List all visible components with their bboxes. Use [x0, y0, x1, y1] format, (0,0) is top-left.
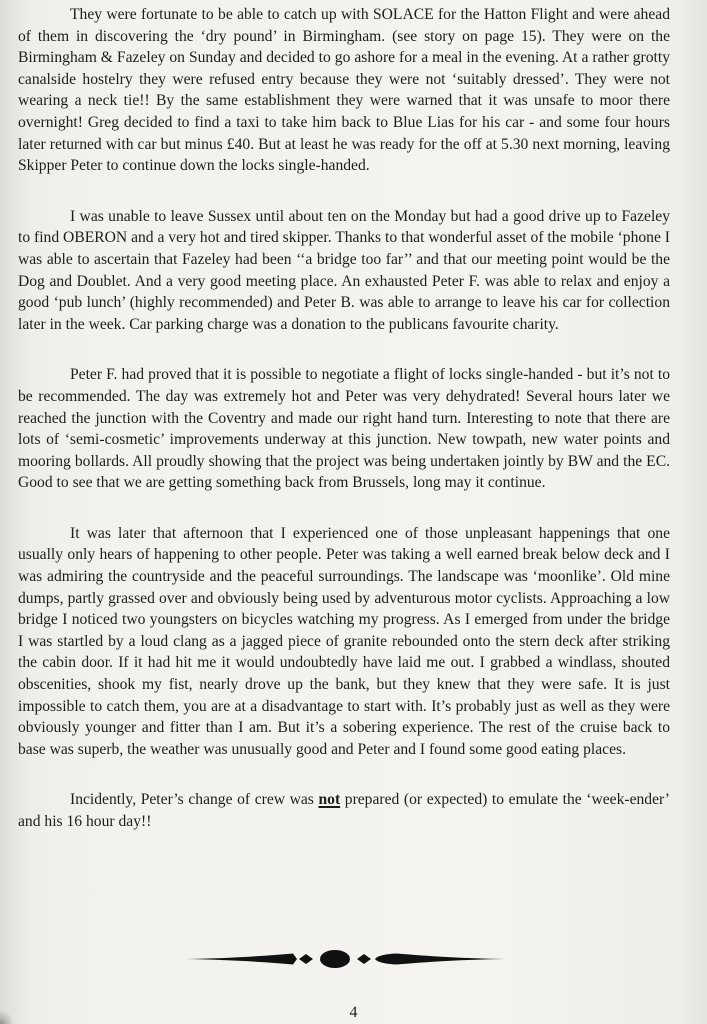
paragraph-sussex-fazeley: I was unable to leave Sussex until about ten on the Monday but had a good drive up to Fazeley to find OBERON and a very hot and tired skipper. Thanks to that wonderful asset of the mobile ‘phone I was able to ascertain that Fazeley had been ‘‘a bridge too far’’ and that our meeting point would be the Dog and Doublet. And a very good meeting place. An exhausted Peter F. was able to relax and enjoy a good ‘pub lunch’ (highly recommended) and Peter B. was able to arrange to leave his car for collection later in the week. Car parking charge was a donation to the publicans favourite charity.	[18, 207, 670, 333]
divider-right-taper	[375, 954, 505, 965]
emphasis-not: not	[318, 791, 341, 809]
paragraph-change-of-crew	[18, 789, 670, 832]
paragraph-solace-hatton: They were fortunate to be able to catch up with SOLACE for the Hatton Flight and were ahead of them in discovering the ‘dry pound’ in Birmingham. (see story on page 15). They were on the Birmingham & Fazeley on Sunday and decided to go ashore for a meal in the evening. At a rather grotty canalside hostelry they were refused entry because they were not ‘suitably dressed’. They were not wearing a neck tie!! By the same establishment they were warned that it was unsafe to moor there overnight! Greg decided to find a taxi to take him back to Blue Lias for his car - and some four hours later returned with car but minus £40. But at least he was ready for the off at 5.30 next morning, leaving Skipper Peter to continue down the locks single-handed.	[18, 6, 670, 175]
paragraph-single-handed-locks: Peter F. had proved that it is possible to negotiate a flight of locks single-handed - but it’s not to be recommended. The day was extremely hot and Peter was very dehydrated! Several hours later we reached the junction with the Coventry and made our right hand turn. Interesting to note that there are lots of ‘semi-cosmetic’ improvements underway at this junction. New towpath, new water points and mooring bollards. All proudly showing that the project was being undertaken jointly by BW and the EC. Good to see that we are getting something back from Brussels, long may it continue.	[18, 366, 670, 492]
crew-text-before: Incidently, Peter’s change of crew was	[70, 791, 319, 809]
binding-shadow	[0, 990, 14, 1024]
article-body	[18, 4, 670, 862]
page-number: 4	[349, 1004, 358, 1021]
ornamental-divider	[185, 944, 505, 974]
divider-center-oval	[320, 950, 350, 968]
divider-small-diamond-left	[299, 954, 313, 964]
paragraph-granite-incident: It was later that afternoon that I experienced one of those unpleasant happenings that one usually only hears of happening to other people. Peter was taking a well earned break below deck and I was admiring the countryside and the peaceful surroundings. The landscape was ‘moonlike’. Old mine dumps, partly grassed over and obviously being used by adventurous motor cyclists. Approaching a low bridge I noticed two youngsters on bicycles watching my progress. As I emerged from under the bridge I was startled by a loud clang as a jagged piece of granite rebounded onto the stern deck after striking the cabin door. If it had hit me it would undoubtedly have laid me out. I grabbed a windlass, shouted obscenities, shook my fist, nearly drove up the bank, but they knew that they were safe. It is just impossible to catch them, you are at a disadvantage to start with. It’s probably just as well as they were obviously younger and fitter than I am. But it’s a sobering experience. The rest of the cruise back to base was superb, the weather was unusually good and Peter and I found some good eating places.	[18, 524, 670, 758]
divider-left-taper	[185, 954, 297, 965]
divider-small-diamond-right	[357, 954, 371, 964]
crew-text-after: prepared (or expected) to emulate the ‘week-ender’ and his 16 hour day!!	[18, 791, 670, 830]
